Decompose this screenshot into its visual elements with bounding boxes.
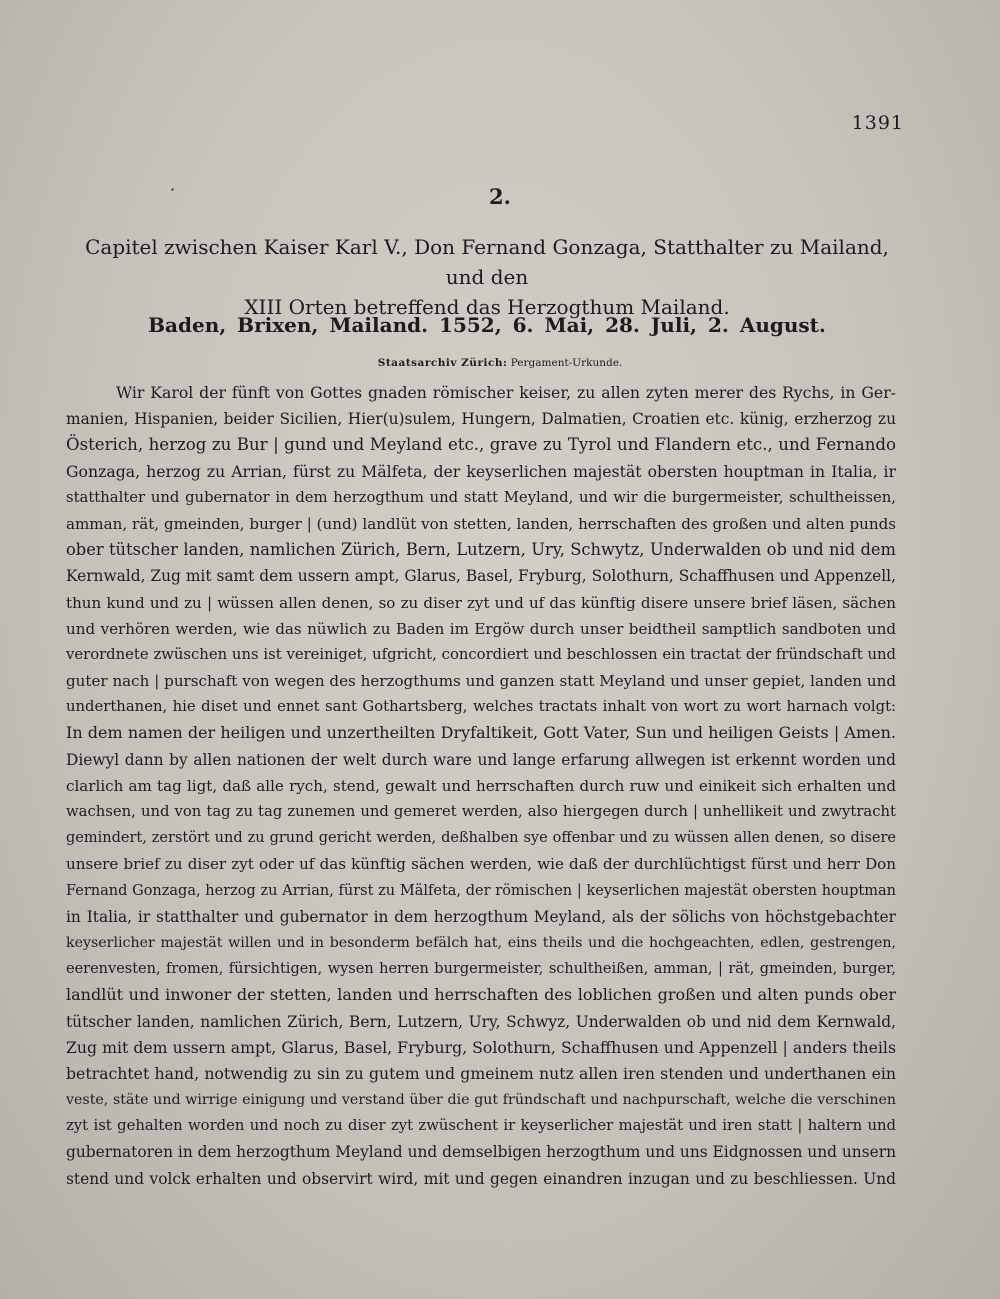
text-line: underthanen, hie diset und ennet sant Gothartsberg, welches tractats inhalt von wort zu wort harnach volgt: — [66, 698, 896, 716]
title-line: XIII Orten betreffend das Herzogthum Mailand. — [244, 295, 730, 319]
text-line: guter nach | purschaft von wegen des herzogthums und ganzen statt Meyland und unser gepiet, landen und — [66, 672, 896, 691]
text-line: ober tütscher landen, namlichen Zürich, Bern, Lutzern, Ury, Schwytz, Underwalden ob und nid dem — [66, 540, 896, 560]
title-line: Capitel zwischen Kaiser Karl V., Don Fernand Gonzaga, Statthalter zu Mailand, und den — [85, 235, 889, 289]
text-line: manien, Hispanien, beider Sicilien, Hier(u)sulem, Hungern, Dalmatien, Croatien etc. künig, erzherzog zu — [66, 410, 896, 429]
margin-dot: · — [170, 180, 176, 199]
text-line: landlüt und inwoner der stetten, landen und herrschaften des loblichen großen und alten punds ober — [66, 985, 896, 1005]
text-line: Österich, herzog zu Bur | gund und Meyland etc., grave zu Tyrol und Flandern etc., und Fernando — [66, 435, 896, 455]
document-subtitle: Baden, Brixen, Mailand. 1552, 6. Mai, 28. Juli, 2. August. — [148, 313, 826, 337]
text-line: in Italia, ir statthalter und gubernator in dem herzogthum Meyland, als der sölichs von höchstgebachter — [66, 907, 896, 926]
document-number: 2. — [489, 184, 511, 209]
text-line: statthalter und gubernator in dem herzogthum und statt Meyland, und wir die burgermeister, schultheissen, — [66, 488, 896, 506]
text-line: Diewyl dann by allen nationen der welt durch ware und lange erfarung allwegen ist erkennt worden und — [66, 750, 896, 769]
text-line: stend und volck erhalten und observirt wird, mit und gegen einandren inzugan und zu beschliessen. Und — [66, 1169, 896, 1188]
source-archive: Staatsarchiv Zürich: — [377, 357, 508, 369]
text-line: thun kund und zu | wüssen allen denen, so zu diser zyt und uf das künftig disere unsere brief läsen, sächen — [66, 593, 896, 612]
text-line: Fernand Gonzaga, herzog zu Arrian, fürst zu Mälfeta, der römischen | keyserlichen majestät obersten houptman — [66, 882, 896, 899]
text-line: Gonzaga, herzog zu Arrian, fürst zu Mälfeta, der keyserlichen majestät obersten houptman in Italia, ir — [66, 461, 896, 481]
text-line: gemindert, zerstört und zu grund gericht werden, deßhalben sye offenbar und zu wüssen allen denen, so disere — [66, 830, 896, 847]
text-line: Wir Karol der fünft von Gottes gnaden römischer keiser, zu allen zyten merer des Rychs, in Ger- — [116, 383, 896, 402]
source-reference — [0, 357, 1000, 369]
text-line: tütscher landen, namlichen Zürich, Bern, Lutzern, Ury, Schwyz, Underwalden ob und nid dem Kernwald, — [66, 1012, 896, 1031]
text-line: keyserlicher majestät willen und in besonderm befälch hat, eins theils und die hochgeachten, edlen, gestrengen, — [66, 934, 896, 951]
text-line: clarlich am tag ligt, daß alle rych, stend, gewalt und herrschaften durch ruw und einikeit sich erhalten und — [66, 776, 896, 795]
text-line: wachsen, und von tag zu tag zunemen und gemeret werden, also hiergegen durch | unhellikeit und zwytracht — [66, 803, 896, 820]
text-line: und verhören werden, wie das nüwlich zu Baden im Ergöw durch unser beidtheil samptlich sandboten und — [66, 619, 896, 638]
document-title — [66, 232, 908, 322]
text-line: eerenvesten, fromen, fürsichtigen, wysen herren burgermeister, schultheißen, amman, | rät, gmeinden, burger, — [66, 961, 896, 978]
text-line: gubernatoren in dem herzogthum Meyland und demselbigen herzogthum und uns Eidgnossen und unsern — [66, 1143, 896, 1162]
page-number: 1391 — [851, 112, 904, 134]
text-line: Kernwald, Zug mit samt dem ussern ampt, Glarus, Basel, Fryburg, Solothurn, Schaffhusen und Appenzell, — [66, 567, 896, 586]
text-line: Zug mit dem ussern ampt, Glarus, Basel, Fryburg, Solothurn, Schaffhusen und Appenzell | anders theils — [66, 1037, 896, 1057]
text-line: veste, stäte und wirrige einigung und verstand über die gut fründschaft und nachpurschaft, welche die verschinen — [66, 1092, 896, 1109]
body-text — [66, 380, 896, 1192]
text-line: betrachtet hand, notwendig zu sin zu gutem und gmeinem nutz allen iren stenden und underthanen ein — [66, 1063, 896, 1083]
text-line: In dem namen der heiligen und unzertheilten Dryfaltikeit, Gott Vater, Sun und heiligen Geists | Amen. — [66, 723, 896, 743]
text-line: unsere brief zu diser zyt oder uf das künftig sächen werden, wie daß der durchlüchtigst fürst und herr Don — [66, 855, 896, 874]
text-line: zyt ist gehalten worden und noch zu diser zyt zwüschent ir keyserlicher majestät und iren statt | haltern und — [66, 1117, 896, 1135]
source-type: Pergament-Urkunde. — [510, 357, 623, 369]
text-line: verordnete zwüschen uns ist vereiniget, ufgricht, concordiert und beschlossen ein tractat der fründschaft und — [66, 645, 896, 663]
text-line: amman, rät, gmeinden, burger | (und) landlüt von stetten, landen, herrschaften des großen und alten punds — [66, 514, 896, 533]
